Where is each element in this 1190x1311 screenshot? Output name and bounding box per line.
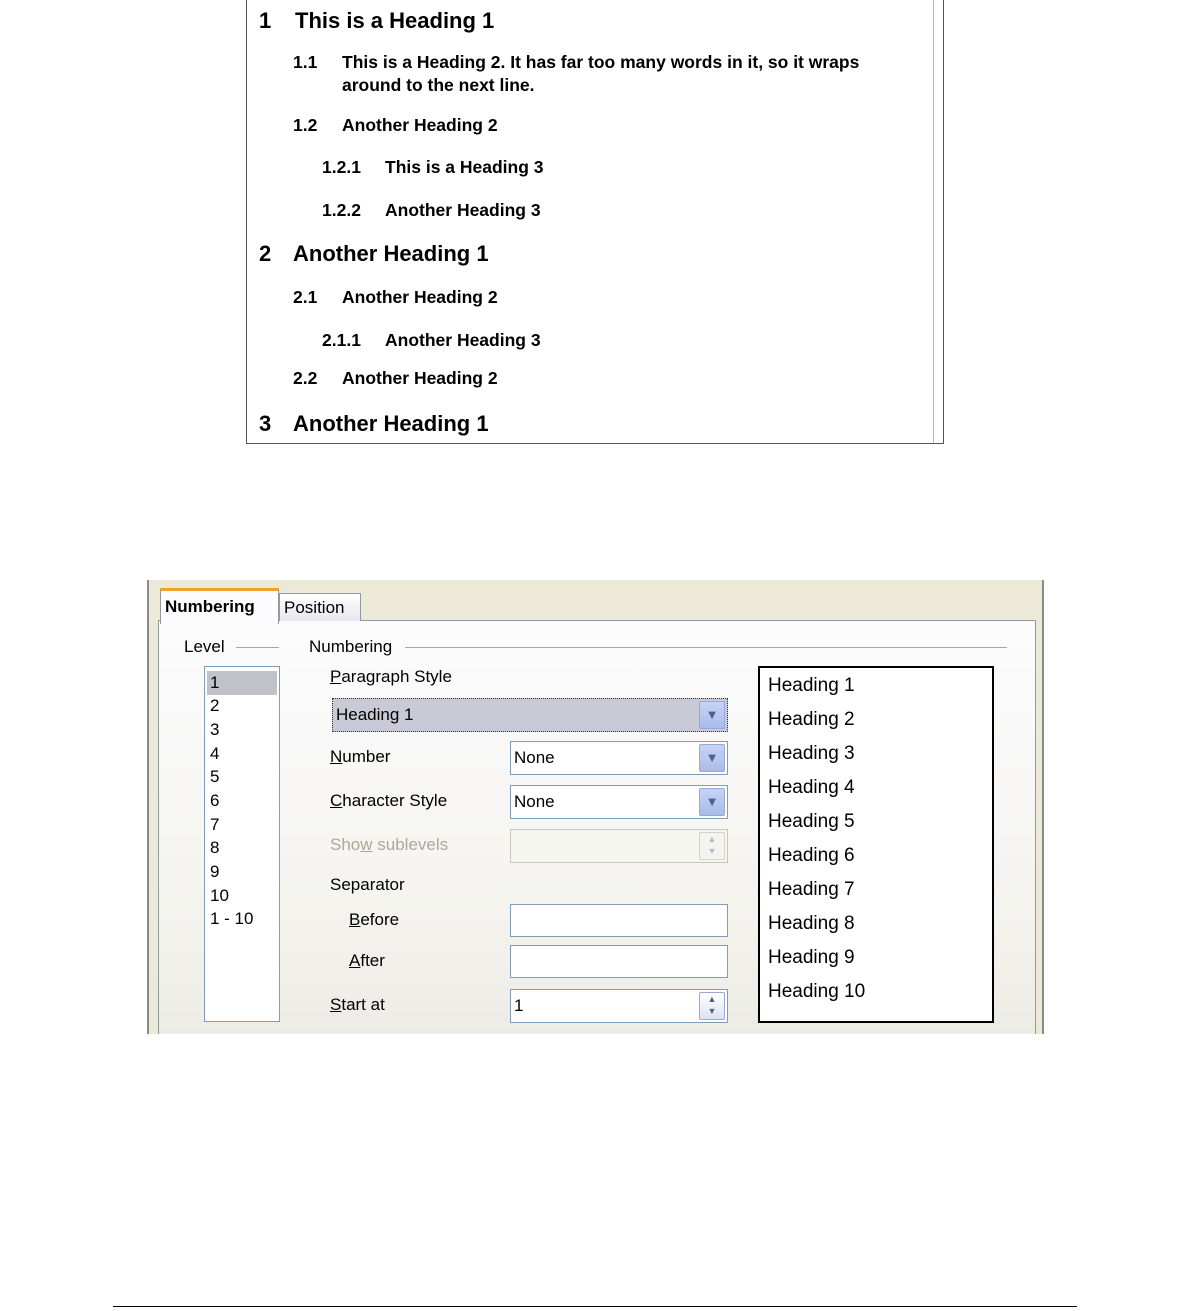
heading-number: 1.1	[293, 52, 318, 72]
tab-bar	[147, 580, 1044, 622]
accelerator-key: S	[330, 995, 342, 1014]
heading-number: 2.1	[293, 287, 318, 307]
level-item[interactable]: 6	[210, 791, 220, 810]
label-text: aragraph Style	[341, 667, 452, 686]
dialog-left-edge	[147, 580, 149, 1034]
heading-number: 2.2	[293, 368, 318, 388]
tab-position[interactable]: Position	[279, 593, 361, 621]
label-text: sublevels	[372, 835, 449, 854]
heading-number: 1.2.1	[322, 157, 361, 177]
preview-item: Heading 2	[768, 709, 855, 730]
spin-arrows-icon[interactable]: ▲ ▼	[699, 992, 725, 1020]
preview-item: Heading 6	[768, 845, 855, 866]
chevron-down-icon[interactable]: ▼	[699, 788, 725, 816]
page-footer-rule	[113, 1306, 1077, 1307]
numbering-separator-line	[405, 647, 1007, 648]
label-text: tart at	[341, 995, 385, 1014]
level-separator-line	[236, 647, 279, 648]
heading-text: Another Heading 3	[385, 330, 541, 350]
preview-item: Heading 3	[768, 743, 855, 764]
level-item[interactable]: 3	[210, 720, 220, 739]
label-text: efore	[360, 910, 400, 929]
label-text: Sho	[330, 835, 361, 854]
character-style-label	[330, 791, 447, 811]
preview-item: Heading 9	[768, 947, 855, 968]
heading-number: 1	[259, 8, 272, 33]
separator-before-input[interactable]	[510, 904, 728, 937]
level-item[interactable]: 4	[210, 744, 220, 763]
heading-number: 3	[259, 411, 272, 436]
heading-text: Another Heading 1	[293, 411, 489, 436]
heading-number: 1.2.2	[322, 200, 361, 220]
number-label	[330, 747, 390, 767]
heading-text: Another Heading 2	[342, 368, 498, 388]
tab-numbering[interactable]: Numbering	[160, 588, 279, 624]
separator-label: Separator	[330, 875, 405, 894]
show-sublevels-spinbox	[510, 829, 728, 863]
heading-text: This is a Heading 2. It has far too many words in it, so it wraps	[342, 52, 860, 72]
label-text: haracter Style	[342, 791, 448, 810]
level-item[interactable]: 9	[210, 862, 220, 881]
heading-text: This is a Heading 3	[385, 157, 544, 177]
character-style-select[interactable]	[510, 785, 728, 819]
heading-number: 2.1.1	[322, 330, 361, 350]
start-at-value: 1	[514, 996, 524, 1015]
character-style-value: None	[514, 792, 555, 811]
start-at-label	[330, 995, 385, 1015]
spin-arrows-icon: ▲ ▼	[699, 832, 725, 860]
heading-number: 1.2	[293, 115, 318, 135]
level-item[interactable]: 2	[210, 696, 220, 715]
show-sublevels-label	[330, 835, 448, 855]
level-item[interactable]: 1	[207, 671, 277, 695]
heading-text: Another Heading 2	[342, 287, 498, 307]
label-text: fter	[360, 951, 385, 970]
page-margin-line	[933, 0, 934, 443]
numbering-section-label: Numbering	[309, 637, 393, 656]
heading-text: Another Heading 3	[385, 200, 541, 220]
accelerator-key: B	[349, 910, 361, 929]
outline-numbering-dialog	[147, 580, 1044, 1034]
accelerator-key: w	[360, 835, 373, 854]
document-preview	[246, 0, 944, 444]
numbering-preview	[758, 666, 994, 1023]
accelerator-key: C	[330, 791, 343, 810]
preview-item: Heading 5	[768, 811, 855, 832]
level-item[interactable]: 7	[210, 815, 220, 834]
heading-text: Another Heading 2	[342, 115, 498, 135]
level-list[interactable]	[204, 666, 280, 1022]
preview-item: Heading 7	[768, 879, 855, 900]
heading-text: This is a Heading 1	[295, 8, 495, 33]
level-item[interactable]: 8	[210, 838, 220, 857]
paragraph-style-label	[330, 667, 452, 687]
level-section-label: Level	[184, 637, 225, 656]
accelerator-key: P	[330, 667, 342, 686]
paragraph-style-value: Heading 1	[336, 705, 414, 724]
preview-item: Heading 10	[768, 981, 866, 1002]
heading-number: 2	[259, 241, 272, 266]
level-item[interactable]: 10	[210, 886, 229, 905]
accelerator-key: N	[330, 747, 343, 766]
chevron-down-icon[interactable]: ▼	[699, 744, 725, 772]
start-at-spinbox[interactable]	[510, 989, 728, 1023]
level-item[interactable]: 1 - 10	[210, 909, 254, 928]
heading-text-wrap: around to the next line.	[342, 75, 535, 95]
number-select[interactable]	[510, 741, 728, 775]
level-item[interactable]: 5	[210, 767, 220, 786]
separator-after-label	[349, 951, 385, 971]
preview-item: Heading 8	[768, 913, 855, 934]
separator-before-label	[349, 910, 399, 930]
separator-after-input[interactable]	[510, 945, 728, 978]
chevron-down-icon[interactable]: ▼	[699, 701, 725, 729]
heading-text: Another Heading 1	[293, 241, 489, 266]
preview-item: Heading 4	[768, 777, 855, 798]
dialog-right-edge	[1042, 580, 1044, 1034]
paragraph-style-select[interactable]	[332, 698, 728, 732]
label-text: umber	[342, 747, 391, 766]
accelerator-key: A	[349, 951, 361, 970]
number-value: None	[514, 748, 555, 767]
preview-item: Heading 1	[768, 675, 855, 696]
